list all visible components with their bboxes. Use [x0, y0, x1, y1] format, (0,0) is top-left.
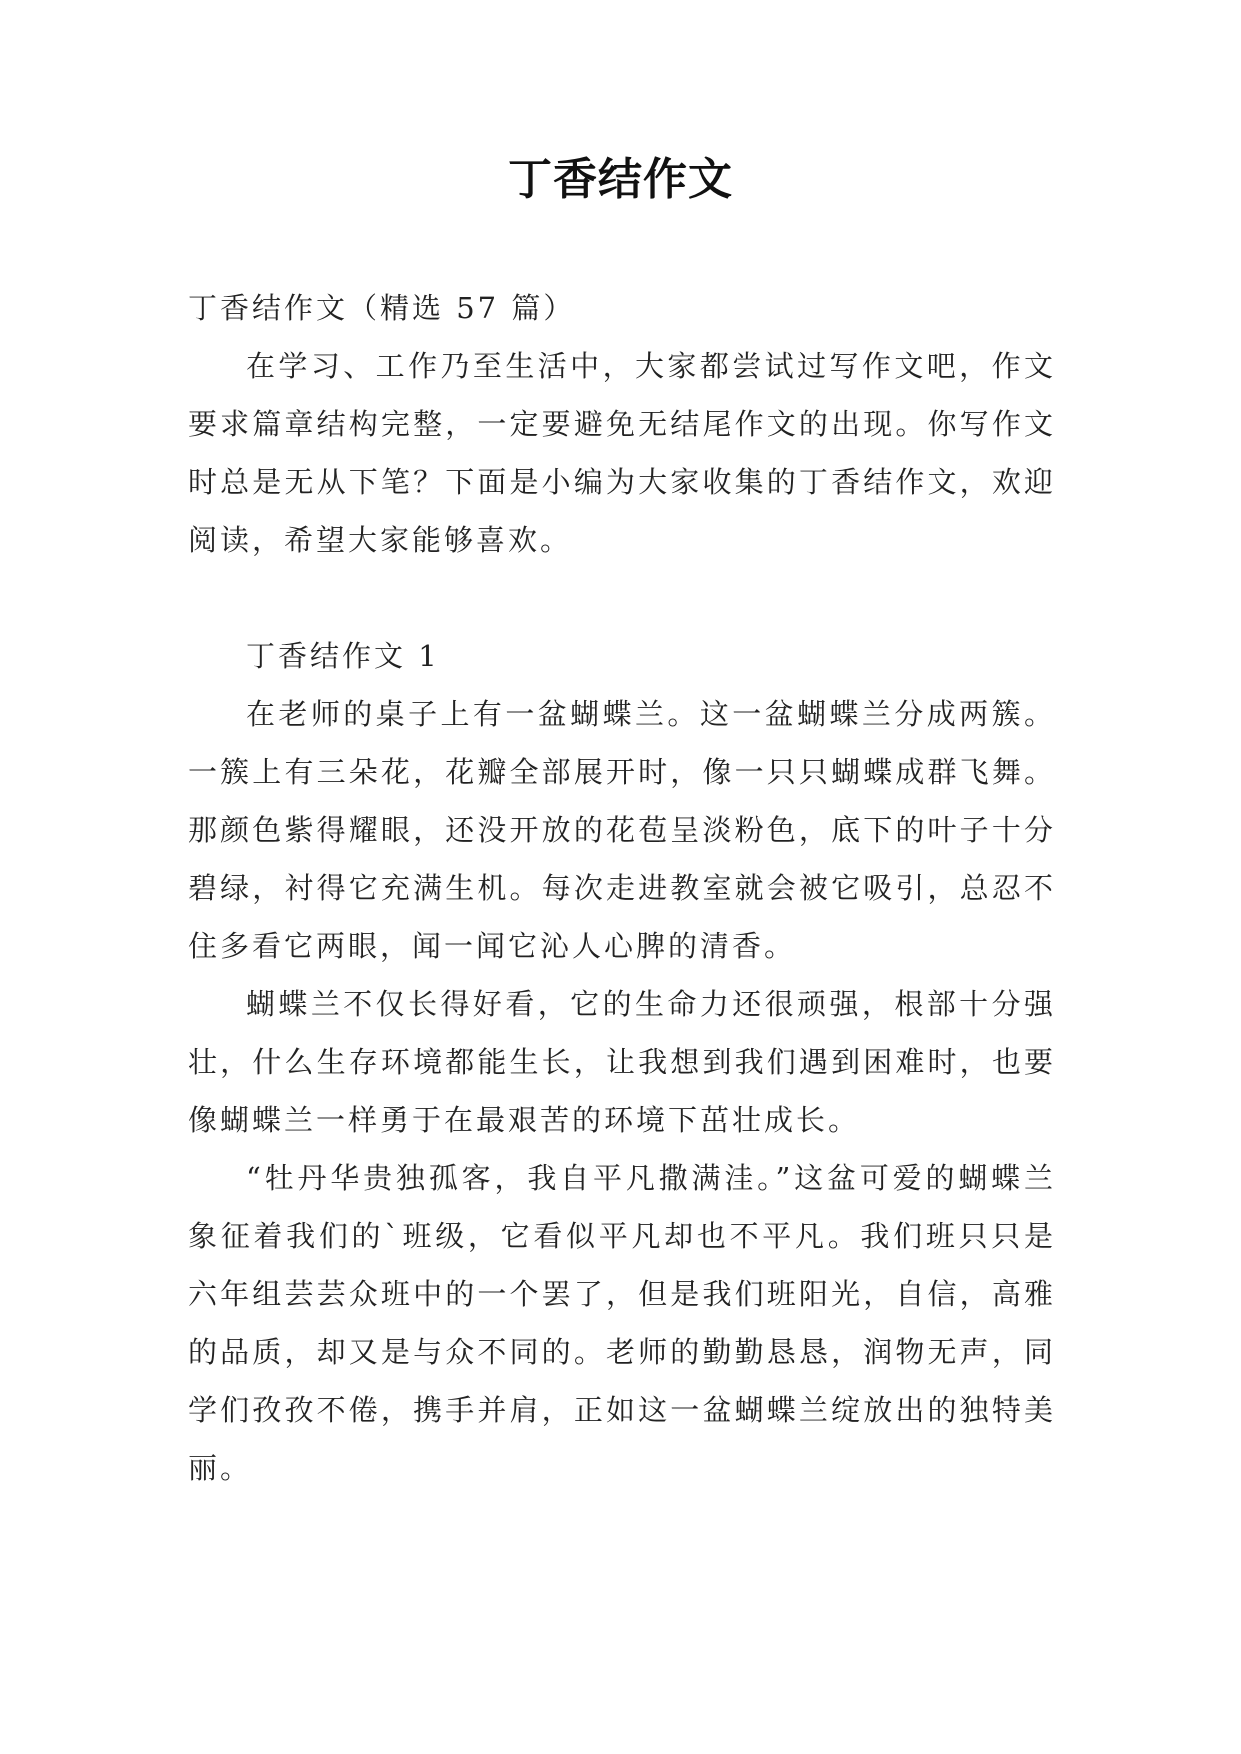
document-body — [188, 279, 1056, 1497]
section-spacer — [188, 569, 1056, 627]
section-heading: 丁香结作文 1 — [246, 639, 440, 673]
document-subtitle: 丁香结作文（精选 57 篇） — [188, 291, 576, 325]
intro-paragraph: 在学习、工作乃至生活中，大家都尝试过写作文吧，作文要求篇章结构完整，一定要避免无结尾作文的出现。你写作文时总是无从下笔？下面是小编为大家收集的丁香结作文，欢迎阅读，希望大家能够喜欢。 — [188, 349, 1056, 557]
body-paragraph: “牡丹华贵独孤客，我自平凡撒满洼。”这盆可爱的蝴蝶兰象征着我们的`班级，它看似平凡却也不平凡。我们班只只是六年组芸芸众班中的一个罢了，但是我们班阳光，自信，高雅的品质，却又是与众不同的。老师的勤勤恳恳，润物无声，同学们孜孜不倦，携手并肩，正如这一盆蝴蝶兰绽放出的独特美丽。 — [188, 1161, 1056, 1485]
body-paragraph: 在老师的桌子上有一盆蝴蝶兰。这一盆蝴蝶兰分成两簇。一簇上有三朵花，花瓣全部展开时，像一只只蝴蝶成群飞舞。那颜色紫得耀眼，还没开放的花苞呈淡粉色，底下的叶子十分碧绿，衬得它充满生机。每次走进教室就会被它吸引，总忍不住多看它两眼，闻一闻它沁人心脾的清香。 — [188, 697, 1056, 963]
document-title: 丁香结作文 — [508, 154, 733, 205]
body-paragraph: 蝴蝶兰不仅长得好看，它的生命力还很顽强，根部十分强壮，什么生存环境都能生长，让我想到我们遇到困难时，也要像蝴蝶兰一样勇于在最艰苦的环境下茁壮成长。 — [188, 987, 1056, 1137]
